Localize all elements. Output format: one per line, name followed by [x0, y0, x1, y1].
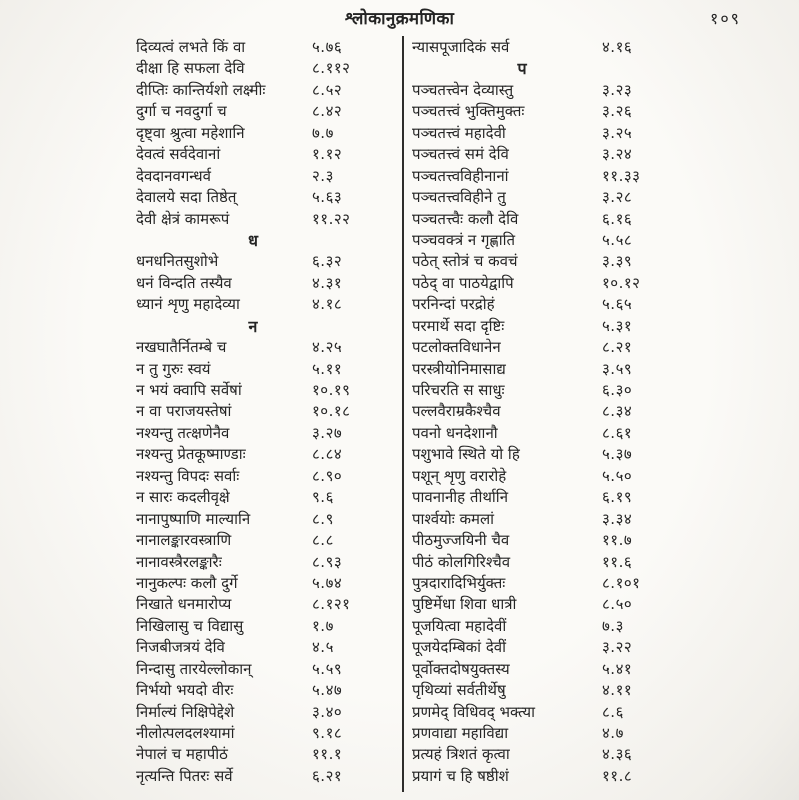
index-entry	[412, 766, 716, 787]
entry-text: नेपालं च महापीठं	[136, 745, 228, 764]
index-entry	[412, 380, 716, 401]
index-entry	[136, 637, 398, 658]
entry-ref: ३.२४	[602, 145, 633, 164]
index-entry	[412, 702, 716, 723]
entry-text: पार्श्वयोः कमलां	[412, 509, 495, 528]
entry-text: पञ्चतत्त्वविहीनानां	[412, 166, 509, 185]
entry-ref: ८.९	[312, 509, 334, 528]
entry-text: नश्यन्तु विपदः सर्वाः	[136, 466, 240, 485]
entry-text: नीलोत्पलदलश्यामां	[136, 724, 235, 742]
index-entry	[412, 209, 716, 230]
entry-ref: ५.५०	[602, 466, 633, 485]
entry-text: निजबीजत्रयं देवि	[136, 638, 225, 657]
entry-text: पीठं कोलगिरिश्चैव	[412, 552, 511, 571]
entry-ref: ८.८४	[312, 445, 343, 464]
index-entry	[412, 423, 716, 444]
entry-text: परमार्थे सदा दृष्टिः	[412, 316, 505, 335]
entry-ref: ८.१०१	[602, 573, 641, 592]
entry-text: पञ्चतत्त्वं भुक्तिमुक्तः	[412, 102, 525, 121]
index-entry	[412, 359, 716, 380]
entry-ref: ५.३७	[602, 445, 633, 464]
entry-ref: ५.७६	[312, 38, 343, 56]
entry-text: प्रयागं च हि षष्ठीशं	[412, 766, 509, 785]
index-entry	[412, 594, 716, 615]
entry-text: दीप्तिः कान्तिर्यशो लक्ष्मीः	[136, 80, 266, 99]
entry-text: पटलोक्तविधानेन	[412, 338, 501, 357]
page-title: श्लोकानुक्रमणिका	[344, 9, 455, 29]
entry-ref: ९.१८	[312, 724, 343, 742]
entry-ref: ८.९३	[312, 552, 343, 571]
page-header	[0, 6, 799, 32]
index-entry	[412, 37, 716, 58]
index-entry	[136, 573, 398, 594]
index-entry	[136, 273, 398, 294]
entry-ref: ३.२८	[602, 188, 633, 207]
index-entry	[136, 251, 398, 272]
index-entry	[136, 337, 398, 358]
index-entry	[136, 380, 398, 401]
index-entry	[136, 766, 398, 787]
index-entry	[136, 359, 398, 380]
index-entry	[136, 444, 398, 465]
entry-ref: ५.११	[312, 359, 343, 378]
index-entry	[136, 487, 398, 508]
entry-ref: ८.२१	[602, 338, 633, 357]
entry-text: दीक्षा हि सफला देवि	[136, 59, 245, 78]
entry-text: प्रणवाद्या महाविद्या	[412, 724, 509, 742]
index-entry	[136, 466, 398, 487]
index-entry	[412, 166, 716, 187]
entry-text: पृथिव्यां सर्वतीर्थेषु	[412, 681, 506, 700]
entry-text: न तु गुरुः स्वयं	[136, 359, 211, 378]
entry-text: नानापुष्पाणि माल्यानि	[136, 509, 251, 528]
entry-ref: ६.३२	[312, 252, 343, 271]
page-number: १०९	[710, 9, 741, 28]
index-entry	[136, 552, 398, 573]
entry-text: नश्यन्तु तत्क्षणेनैव	[136, 423, 230, 442]
index-entry	[136, 401, 398, 422]
entry-ref: ९.६	[312, 488, 334, 507]
entry-text: नृत्यन्ति पितरः सर्वे	[136, 766, 233, 785]
entry-ref: ८.५०	[602, 595, 633, 614]
index-entry	[136, 187, 398, 208]
entry-text: देवालये सदा तिष्ठेत्	[136, 188, 237, 207]
entry-ref: ४.३६	[602, 745, 633, 764]
entry-text: नानुकल्पः कलौ दुर्गे	[136, 573, 238, 592]
entry-text: पवनो धनदेशानौ	[412, 423, 498, 442]
index-entry	[412, 337, 716, 358]
entry-text: न वा पराजयस्तेषां	[136, 402, 232, 421]
index-entry	[136, 101, 398, 122]
index-entry	[136, 423, 398, 444]
entry-text: नखघातैर्नितम्बे च	[136, 338, 227, 357]
entry-text: ध्यानं शृणु महादेव्या	[136, 295, 240, 314]
entry-ref: ८.६	[602, 702, 624, 721]
index-entry	[136, 616, 398, 637]
index-entry	[136, 530, 398, 551]
entry-text: पठेद् वा पाठयेद्वापि	[412, 273, 514, 292]
entry-ref: १.१२	[312, 145, 343, 164]
entry-text: धनं विन्दति तस्यैव	[136, 273, 232, 292]
entry-ref: ११.७	[602, 531, 633, 550]
entry-ref: १०.१८	[312, 402, 351, 421]
entry-text: प्रत्यहं त्रिशतं कृत्वा	[412, 745, 510, 764]
index-entry	[412, 273, 716, 294]
index-entry	[412, 659, 716, 680]
index-entry	[412, 144, 716, 165]
entry-ref: १.७	[312, 616, 334, 635]
entry-text: प्रणमेद् विधिवद् भक्त्या	[412, 702, 536, 721]
index-entry	[136, 659, 398, 680]
index-entry	[412, 230, 716, 251]
index-entry	[136, 744, 398, 765]
index-entry	[136, 294, 398, 315]
entry-text: दुर्गा च नवदुर्गा च	[136, 102, 227, 121]
entry-text: पल्लवैराम्रकैश्चैव	[412, 402, 501, 421]
entry-ref: ८.१२१	[312, 595, 351, 614]
entry-ref: ७.७	[312, 123, 334, 142]
index-entry	[412, 294, 716, 315]
index-entry	[412, 444, 716, 465]
index-entry	[412, 744, 716, 765]
entry-text: पूजयित्वा महादेवीं	[412, 616, 507, 635]
entry-ref: ४.१८	[312, 295, 343, 314]
entry-text: देवत्वं सर्वदेवानां	[136, 145, 221, 164]
index-entry	[412, 680, 716, 701]
entry-text: पुष्टिर्मेधा शिवा धात्री	[412, 595, 517, 614]
entry-ref: ८.६१	[602, 423, 633, 442]
entry-ref: ५.६५	[602, 295, 633, 314]
entry-text: पञ्चतत्त्वविहीने तु	[412, 188, 506, 207]
entry-ref: ६.१६	[602, 209, 633, 228]
index-column-right	[412, 37, 716, 787]
index-entry	[412, 123, 716, 144]
entry-ref: ११.१	[312, 745, 343, 764]
entry-ref: ५.३१	[602, 316, 633, 335]
index-column-left	[136, 37, 398, 787]
index-entry	[412, 187, 716, 208]
entry-ref: ४.११	[602, 681, 633, 700]
entry-ref: ३.४०	[312, 702, 343, 721]
index-entry	[136, 37, 398, 58]
entry-text: पुत्रदारादिभिर्युक्तः	[412, 573, 506, 592]
index-entry	[412, 80, 716, 101]
entry-ref: २.३	[312, 166, 334, 185]
entry-text: पशुभावे स्थिते यो हि	[412, 445, 520, 464]
entry-text: न्यासपूजादिकं सर्व	[412, 38, 510, 56]
entry-ref: ८.११२	[312, 59, 351, 78]
entry-ref: ११.८	[602, 766, 633, 785]
entry-ref: ८.९०	[312, 466, 343, 485]
entry-text: नानालङ्कारवस्त्राणि	[136, 531, 232, 550]
column-divider	[402, 36, 404, 792]
section-header: न	[248, 316, 258, 336]
entry-ref: ३.२७	[312, 423, 343, 442]
index-entry	[136, 209, 398, 230]
entry-text: पशून् शृणु वरारोहे	[412, 466, 507, 485]
index-entry	[412, 637, 716, 658]
section-header: ध	[248, 230, 258, 250]
entry-ref: ८.३४	[602, 402, 633, 421]
entry-text: परस्त्रीयोनिमासाद्य	[412, 359, 506, 378]
index-entry	[412, 509, 716, 530]
entry-text: निन्दासु तारयेल्लोकान्	[136, 659, 252, 678]
entry-ref: १०.१९	[312, 381, 351, 399]
index-entry	[136, 702, 398, 723]
entry-ref: ३.३४	[602, 509, 633, 528]
entry-ref: ३.२२	[602, 638, 633, 657]
index-entry	[136, 680, 398, 701]
index-entry	[412, 552, 716, 573]
index-entry	[136, 123, 398, 144]
index-entry	[412, 487, 716, 508]
entry-text: नश्यन्तु प्रेतकूष्माण्डाः	[136, 445, 246, 464]
entry-text: पञ्चतत्त्वं समं देवि	[412, 145, 509, 164]
index-entry	[136, 509, 398, 530]
index-entry	[412, 101, 716, 122]
section-header: प	[517, 59, 527, 79]
index-entry	[136, 723, 398, 744]
entry-ref: ३.२५	[602, 123, 633, 142]
entry-ref: ५.४१	[602, 659, 633, 678]
entry-ref: ५.५९	[312, 659, 343, 678]
entry-text: पञ्चतत्त्वं महादेवी	[412, 123, 506, 142]
entry-ref: ११.३३	[602, 166, 641, 185]
entry-ref: ६.२१	[312, 766, 343, 785]
index-entry	[412, 530, 716, 551]
entry-text: पूजयेदम्बिकां देवीं	[412, 638, 507, 657]
entry-ref: ११.६	[602, 552, 633, 571]
entry-text: निखाते धनमारोप्य	[136, 595, 232, 614]
index-entry	[412, 401, 716, 422]
entry-ref: ३.५९	[602, 359, 633, 378]
entry-ref: ५.५८	[602, 230, 633, 249]
entry-ref: ८.८	[312, 531, 334, 550]
entry-text: पञ्चतत्त्वेन देव्यास्तु	[412, 80, 514, 99]
index-entry	[136, 58, 398, 79]
entry-ref: ५.७४	[312, 573, 343, 592]
entry-text: निर्भयो भयदो वीरः	[136, 681, 234, 700]
entry-ref: ३.२६	[602, 102, 633, 121]
entry-ref: ६.१९	[602, 488, 633, 507]
entry-text: पीठमुज्जयिनी चैव	[412, 531, 510, 550]
entry-text: देवी क्षेत्रं कामरूपं	[136, 209, 230, 228]
entry-text: पावनानीह तीर्थानि	[412, 488, 509, 507]
index-entry	[412, 723, 716, 744]
entry-text: दृष्ट्वा श्रुत्वा महेशानि	[136, 123, 245, 142]
entry-text: न भयं क्वापि सर्वेषां	[136, 381, 242, 399]
entry-text: धनधनितसुशोभे	[136, 252, 219, 271]
entry-text: निर्माल्यं निक्षिपेद्देशे	[136, 702, 235, 721]
entry-text: देवदानवगन्धर्व	[136, 166, 211, 185]
entry-ref: ३.३९	[602, 252, 633, 271]
entry-ref: ५.६३	[312, 188, 343, 207]
entry-ref: ६.३०	[602, 381, 633, 399]
entry-text: परनिन्दां परद्रोहं	[412, 295, 495, 314]
entry-text: पञ्चवक्त्रं न गृह्णाति	[412, 230, 516, 249]
entry-ref: १०.१२	[602, 273, 641, 292]
entry-text: पठेत् स्तोत्रं च कवचं	[412, 252, 518, 271]
entry-ref: ४.७	[602, 724, 624, 742]
entry-text: पूर्वोक्तदोषयुक्तस्य	[412, 659, 510, 678]
entry-ref: ५.४७	[312, 681, 343, 700]
entry-text: नानावस्त्रैरलङ्कारैः	[136, 552, 222, 571]
index-entry	[412, 316, 716, 337]
entry-ref: ८.४२	[312, 102, 343, 121]
entry-ref: ८.५२	[312, 80, 343, 99]
index-entry	[412, 466, 716, 487]
entry-ref: ११.२२	[312, 209, 351, 228]
entry-ref: ७.३	[602, 616, 624, 635]
index-entry	[412, 616, 716, 637]
entry-ref: ३.२३	[602, 80, 633, 99]
index-entry	[412, 573, 716, 594]
entry-ref: ४.३१	[312, 273, 343, 292]
entry-text: परिचरति स साधुः	[412, 381, 505, 399]
index-entry	[412, 251, 716, 272]
entry-ref: ४.२५	[312, 338, 343, 357]
index-entry	[136, 594, 398, 615]
entry-text: निखिलासु च विद्यासु	[136, 616, 244, 635]
index-entry	[136, 166, 398, 187]
entry-text: दिव्यत्वं लभते किं वा	[136, 38, 246, 56]
index-entry	[136, 80, 398, 101]
entry-ref: ४.१६	[602, 38, 633, 56]
index-entry	[136, 144, 398, 165]
entry-text: न सारः कदलीवृक्षे	[136, 488, 230, 507]
entry-ref: ४.५	[312, 638, 334, 657]
entry-text: पञ्चतत्त्वैः कलौ देवि	[412, 209, 519, 228]
